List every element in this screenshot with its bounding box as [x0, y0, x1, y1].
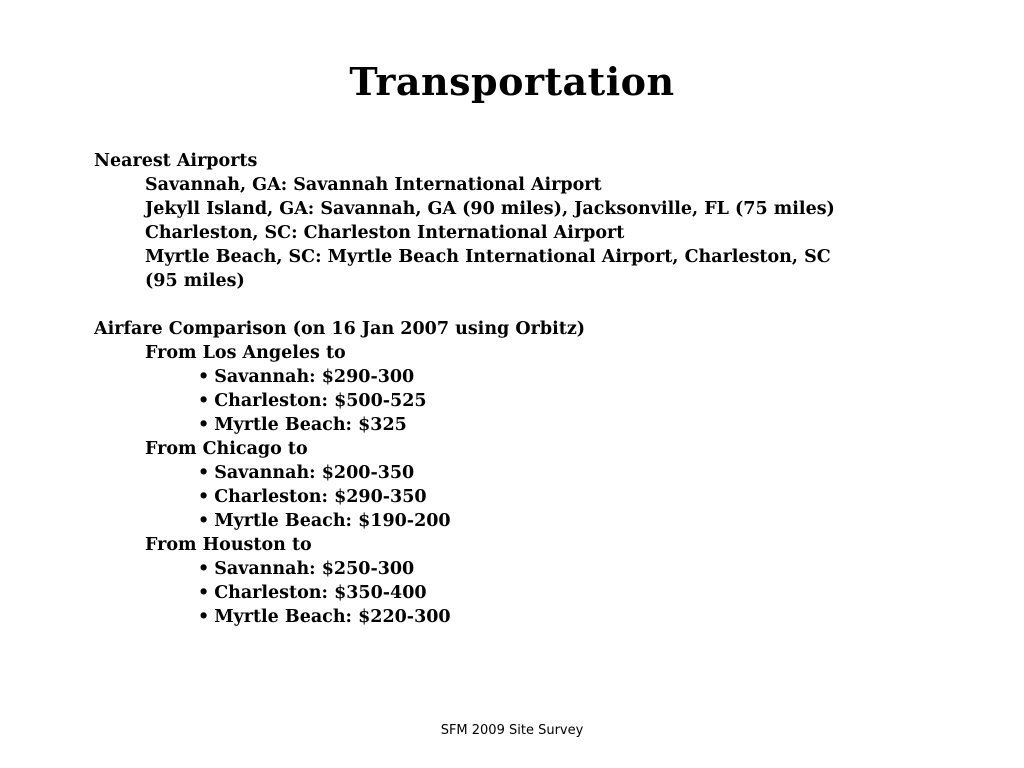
- section-spacer: [94, 293, 974, 317]
- slide-body: [94, 149, 974, 629]
- fare-text: Myrtle Beach: $220-300: [214, 607, 451, 627]
- fare-text: Myrtle Beach: $325: [214, 415, 407, 435]
- fare-text: Savannah: $290-300: [214, 367, 415, 387]
- origin-chicago: From Chicago to: [145, 439, 308, 459]
- fare-item: [94, 485, 974, 509]
- bullet-icon: •: [198, 583, 210, 603]
- fare-text: Savannah: $250-300: [214, 559, 415, 579]
- fare-item: [94, 413, 974, 437]
- fare-item: [94, 557, 974, 581]
- bullet-icon: •: [198, 415, 210, 435]
- origin-houston: From Houston to: [145, 535, 312, 555]
- airport-item-continuation: (95 miles): [145, 271, 245, 291]
- fare-text: Charleston: $290-350: [214, 487, 427, 507]
- fare-text: Myrtle Beach: $190-200: [214, 511, 451, 531]
- fare-text: Charleston: $350-400: [214, 583, 427, 603]
- bullet-icon: •: [198, 391, 210, 411]
- fare-item: [94, 365, 974, 389]
- slide-title: Transportation: [349, 59, 675, 104]
- bullet-icon: •: [198, 607, 210, 627]
- fare-item: [94, 605, 974, 629]
- bullet-icon: •: [198, 463, 210, 483]
- airport-item: Myrtle Beach, SC: Myrtle Beach International Airport, Charleston, SC: [145, 247, 831, 267]
- fare-item: [94, 461, 974, 485]
- fare-text: Charleston: $500-525: [214, 391, 427, 411]
- bullet-icon: •: [198, 367, 210, 387]
- bullet-icon: •: [198, 487, 210, 507]
- airfare-heading: Airfare Comparison (on 16 Jan 2007 using Orbitz): [94, 319, 586, 339]
- fare-item: [94, 581, 974, 605]
- slide-footer: SFM 2009 Site Survey: [440, 723, 584, 738]
- fare-item: [94, 509, 974, 533]
- bullet-icon: •: [198, 511, 210, 531]
- airport-item: Charleston, SC: Charleston International Airport: [145, 223, 625, 243]
- fare-text: Savannah: $200-350: [214, 463, 415, 483]
- airport-item: Savannah, GA: Savannah International Airport: [145, 175, 602, 195]
- airport-item: Jekyll Island, GA: Savannah, GA (90 miles), Jacksonville, FL (75 miles): [145, 199, 835, 219]
- bullet-icon: •: [198, 559, 210, 579]
- fare-item: [94, 389, 974, 413]
- origin-los-angeles: From Los Angeles to: [145, 343, 346, 363]
- airports-heading: Nearest Airports: [94, 151, 258, 171]
